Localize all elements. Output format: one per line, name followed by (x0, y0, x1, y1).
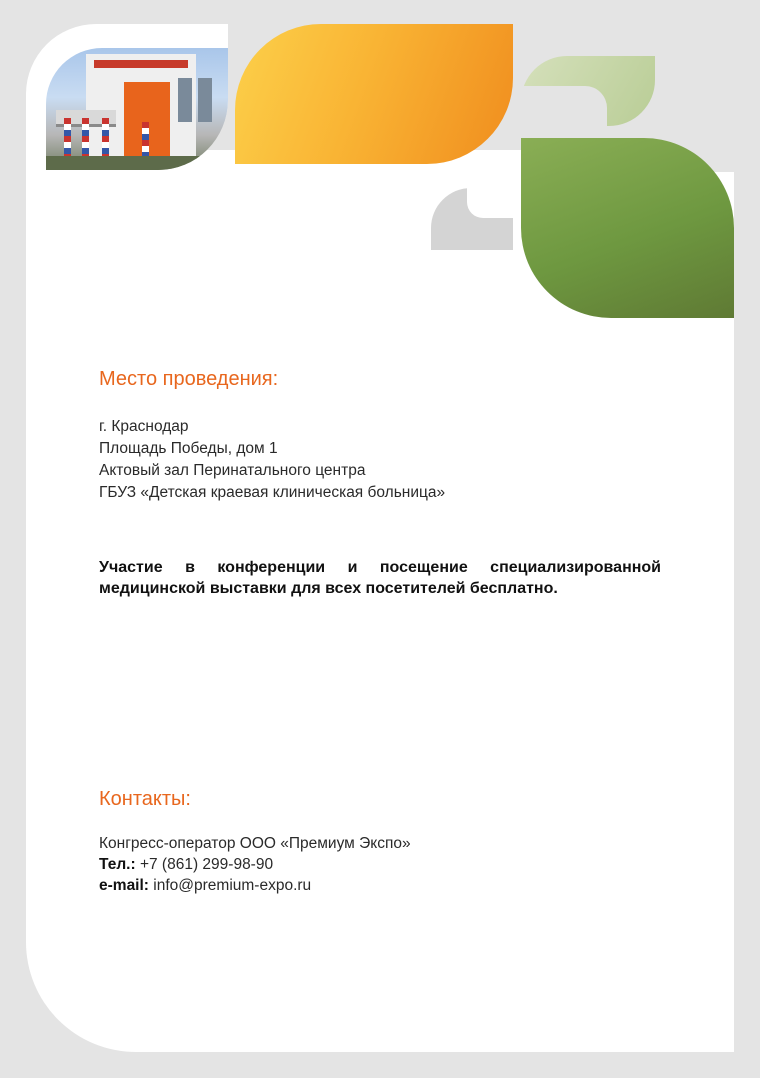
contacts-heading: Контакты: (99, 788, 191, 810)
decorative-tile-notch (467, 188, 513, 218)
phone-value[interactable]: +7 (861) 299-98-90 (139, 856, 274, 873)
email-value[interactable]: info@premium-expo.ru (153, 877, 312, 894)
decorative-dark-green-tile (521, 138, 734, 318)
free-admission-notice: Участие в конференции и посещение специализированной медицинской выставки для всех посетителей бесплатно. (99, 559, 661, 597)
email-line (99, 875, 411, 896)
organizer-line: Конгресс-оператор ООО «Премиум Экспо» (99, 835, 411, 852)
photo-building-sign (94, 60, 188, 68)
hospital-building-photo (46, 48, 228, 170)
photo-window (178, 78, 192, 122)
photo-frame (26, 24, 228, 170)
address-line: Площадь Победы, дом 1 (99, 440, 278, 457)
photo-ground (46, 156, 228, 170)
address-line: ГБУЗ «Детская краевая клиническая больница» (99, 484, 446, 501)
venue-address (99, 416, 445, 504)
phone-label: Тел.: (99, 856, 136, 873)
photo-window (198, 78, 212, 122)
decorative-orange-tile (235, 24, 513, 164)
address-line: Актовый зал Перинатального центра (99, 462, 366, 479)
address-line: г. Краснодар (99, 418, 189, 435)
email-label: e-mail: (99, 877, 149, 894)
decorative-tile-notch (521, 86, 607, 126)
venue-heading: Место проведения: (99, 368, 279, 390)
contacts-block (99, 833, 411, 896)
phone-line (99, 854, 411, 875)
